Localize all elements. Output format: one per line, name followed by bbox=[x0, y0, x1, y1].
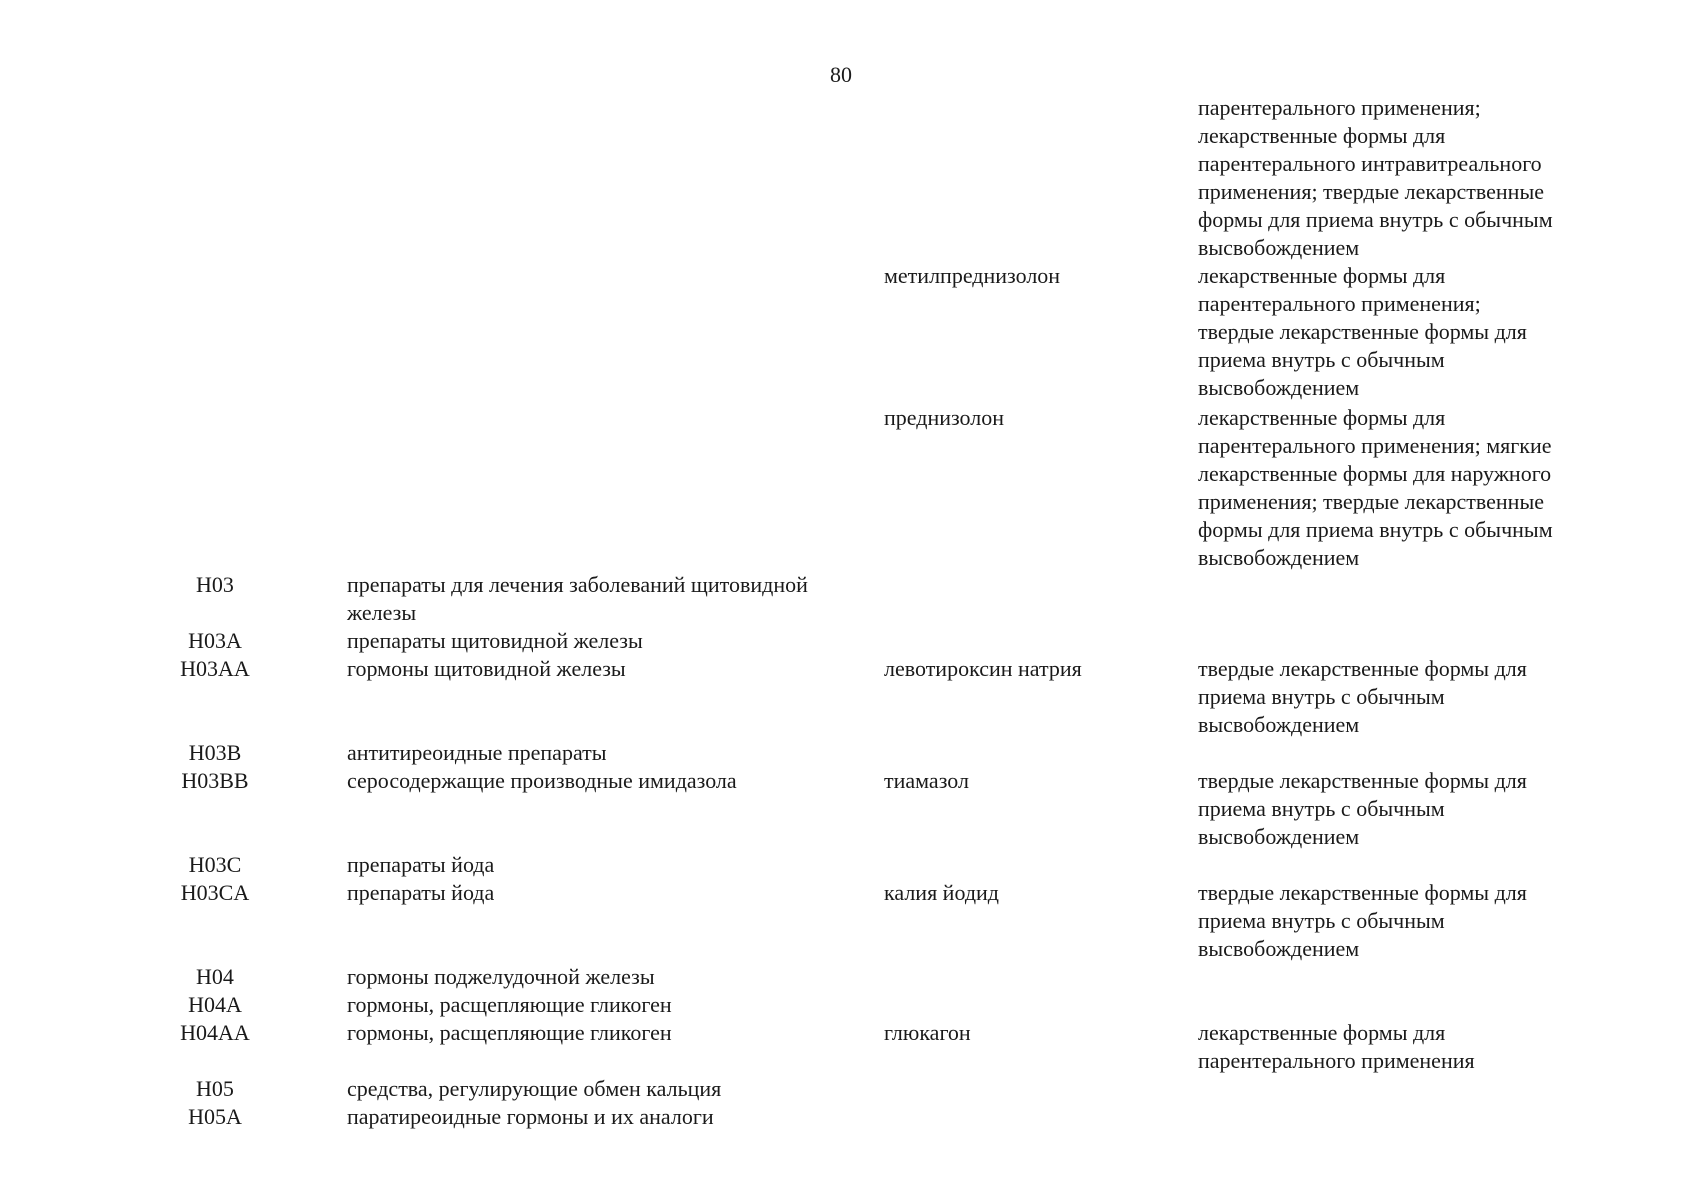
table-row-form: лекарственные формы для парентерального применения bbox=[1198, 1020, 1475, 1073]
table-row-code: H03C bbox=[188, 852, 242, 877]
table-row-group: гормоны поджелудочной железы bbox=[347, 964, 655, 989]
table-row-code: H04AA bbox=[180, 1020, 250, 1045]
table-row-form: твердые лекарственные формы для приема внутрь с обычным высвобождением bbox=[1198, 768, 1527, 849]
table-row-code: H04A bbox=[188, 992, 242, 1017]
table-row-group: гормоны, расщепляющие гликоген bbox=[347, 992, 672, 1017]
table-row-code: H03BB bbox=[181, 768, 249, 793]
table-row-drug: метилпреднизолон bbox=[884, 263, 1061, 288]
table-row-group: средства, регулирующие обмен кальция bbox=[347, 1076, 722, 1101]
table-row-group: препараты щитовидной железы bbox=[347, 628, 643, 653]
table-row-form: твердые лекарственные формы для приема внутрь с обычным высвобождением bbox=[1198, 880, 1527, 961]
table-row-group: препараты для лечения заболеваний щитовидной железы bbox=[347, 572, 808, 625]
table-row-code: H04 bbox=[196, 964, 234, 989]
continuation-form-text: парентерального применения; лекарственные формы для парентерального интравитреального применения; твердые лекарственные формы для приема внутрь с обычным высвобождением bbox=[1198, 95, 1553, 260]
table-row-code: H05 bbox=[196, 1076, 234, 1101]
table-row-code: H03 bbox=[196, 572, 234, 597]
table-row-drug: преднизолон bbox=[884, 405, 1005, 430]
table-row-form: лекарственные формы для парентерального применения; твердые лекарственные формы для приема внутрь с обычным высвобождением bbox=[1198, 263, 1527, 400]
table-row-form: лекарственные формы для парентерального применения; мягкие лекарственные формы для наружного применения; твердые лекарственные формы для приема внутрь с обычным высвобождением bbox=[1198, 405, 1553, 570]
page-number: 80 bbox=[830, 62, 852, 87]
table-row-group: препараты йода bbox=[347, 852, 495, 877]
table-row-form: твердые лекарственные формы для приема внутрь с обычным высвобождением bbox=[1198, 656, 1527, 737]
table-row-drug: калия йодид bbox=[884, 880, 999, 905]
table-row-drug: глюкагон bbox=[884, 1020, 971, 1045]
table-row-group: гормоны, расщепляющие гликоген bbox=[347, 1020, 672, 1045]
table-row-group: антитиреоидные препараты bbox=[347, 740, 607, 765]
table-row-code: H05A bbox=[188, 1104, 242, 1129]
table-row-group: серосодержащие производные имидазола bbox=[347, 768, 737, 793]
table-row-code: H03CA bbox=[180, 880, 250, 905]
table-row-group: паратиреоидные гормоны и их аналоги bbox=[347, 1104, 714, 1129]
table-row-code: H03A bbox=[188, 628, 242, 653]
table-row-group: препараты йода bbox=[347, 880, 495, 905]
table-row-code: H03AA bbox=[180, 656, 250, 681]
table-row-drug: тиамазол bbox=[884, 768, 969, 793]
table-row-code: H03B bbox=[188, 740, 242, 765]
table-row-group: гормоны щитовидной железы bbox=[347, 656, 626, 681]
table-row-drug: левотироксин натрия bbox=[884, 656, 1082, 681]
